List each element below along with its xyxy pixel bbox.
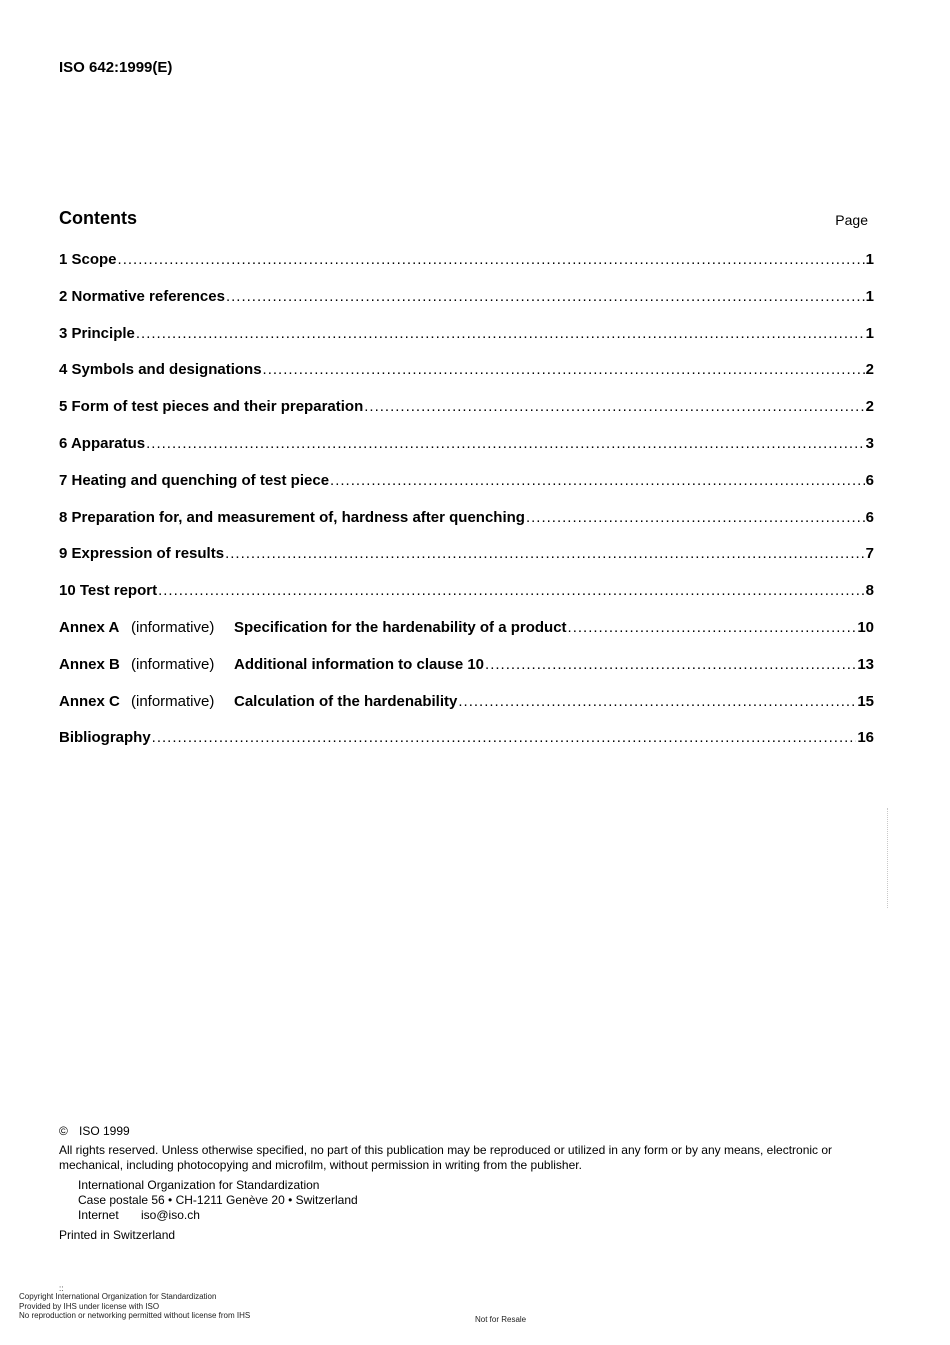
toc-entry-label: 3 Principle	[59, 324, 135, 342]
toc-entry-apparatus[interactable]	[59, 435, 874, 472]
annex-title: Additional information to clause 10	[234, 655, 485, 673]
toc-entry-page: 7	[865, 545, 874, 563]
internet-label: Internet	[78, 1208, 119, 1222]
publisher-address	[59, 1178, 879, 1223]
copyright-line	[59, 1124, 879, 1139]
toc-entry-page: 1	[865, 287, 874, 305]
dot-leader	[330, 472, 865, 489]
table-of-contents	[59, 251, 874, 766]
toc-entry-page: 16	[857, 729, 874, 747]
toc-entry-label: 4 Symbols and designations	[59, 361, 262, 379]
toc-entry-label: 10 Test report	[59, 582, 158, 600]
not-for-resale: Not for Resale	[475, 1315, 527, 1324]
footer-provided-by: Provided by IHS under license with ISO	[19, 1301, 160, 1311]
dot-leader	[526, 509, 865, 526]
toc-entry-annex-b[interactable]	[59, 656, 874, 693]
email-link[interactable]: iso@iso.ch	[141, 1208, 200, 1222]
document-id: ISO 642:1999(E)	[59, 59, 173, 76]
toc-entry-page: 1	[865, 324, 874, 342]
toc-entry-label: 6 Apparatus	[59, 434, 146, 452]
toc-entry-page: 6	[865, 471, 874, 489]
toc-entry-annex-c[interactable]	[59, 693, 874, 730]
toc-entry-principle[interactable]	[59, 325, 874, 362]
dot-leader	[225, 545, 865, 562]
copyright-symbol: ©	[59, 1124, 68, 1138]
toc-entry-page: 15	[857, 692, 874, 710]
toc-annex-label	[59, 693, 457, 710]
annex-title: Calculation of the hardenability	[234, 692, 458, 710]
toc-entry-label: 8 Preparation for, and measurement of, hardness after quenching	[59, 508, 525, 526]
toc-entry-page: 1	[865, 251, 874, 268]
annex-informative: (informative)	[131, 618, 215, 636]
toc-entry-page: 3	[865, 434, 874, 452]
footer-marker: ::	[59, 1284, 64, 1293]
toc-entry-scope[interactable]	[59, 251, 874, 288]
printed-in: Printed in Switzerland	[59, 1228, 176, 1242]
toc-annex-label	[59, 619, 567, 636]
dot-leader	[226, 288, 865, 305]
dot-leader	[118, 251, 865, 268]
license-footer	[19, 1286, 250, 1321]
postal-address: Case postale 56 • CH-1211 Genève 20 • Switzerland	[78, 1193, 358, 1207]
toc-entry-page: 8	[865, 582, 874, 600]
toc-entry-label: 5 Form of test pieces and their preparation	[59, 398, 364, 416]
contents-title: Contents	[59, 208, 137, 228]
dot-leader	[152, 729, 857, 746]
margin-mark	[887, 808, 890, 908]
toc-entry-test-report[interactable]	[59, 582, 874, 619]
dot-leader	[136, 325, 865, 342]
toc-entry-page: 6	[865, 508, 874, 526]
annex-name: Annex A	[59, 618, 120, 636]
toc-entry-label: 9 Expression of results	[59, 545, 225, 563]
annex-informative: (informative)	[131, 692, 215, 710]
toc-entry-expression-of-results[interactable]	[59, 545, 874, 582]
annex-name: Annex B	[59, 655, 120, 673]
dot-leader	[458, 693, 856, 710]
annex-title: Specification for the hardenability of a product	[234, 618, 567, 636]
copyright-holder: ISO 1999	[79, 1124, 130, 1138]
annex-informative: (informative)	[131, 655, 215, 673]
toc-entry-label: 1 Scope	[59, 251, 117, 268]
rights-statement: All rights reserved. Unless otherwise specified, no part of this publication may be reproduced or utilized in any form or by any means, electronic or mechanical, including photocopying and microfilm, without permission in writing from the publisher.	[59, 1143, 833, 1172]
dot-leader	[485, 656, 856, 673]
toc-entry-normative-references[interactable]	[59, 288, 874, 325]
publisher-name: International Organization for Standardization	[78, 1178, 320, 1192]
page-column-heading: Page	[835, 212, 868, 228]
toc-entry-label: 7 Heating and quenching of test piece	[59, 471, 330, 489]
toc-entry-bibliography[interactable]	[59, 729, 874, 766]
toc-annex-label	[59, 656, 484, 673]
internet-line	[78, 1208, 879, 1223]
toc-entry-annex-a[interactable]	[59, 619, 874, 656]
toc-entry-symbols[interactable]	[59, 361, 874, 398]
toc-entry-label: 2 Normative references	[59, 287, 225, 305]
toc-entry-page: 2	[865, 398, 874, 416]
toc-entry-page: 2	[865, 361, 874, 379]
annex-name: Annex C	[59, 692, 120, 710]
toc-entry-page: 13	[857, 655, 874, 673]
footer-no-reproduction: No reproduction or networking permitted without license from IHS	[19, 1311, 251, 1320]
toc-entry-heating-quenching[interactable]	[59, 472, 874, 509]
dot-leader	[146, 435, 865, 452]
footer-copyright: Copyright International Organization for Standardization	[19, 1292, 217, 1301]
dot-leader	[568, 619, 857, 636]
copyright-block	[59, 1124, 879, 1243]
toc-entry-hardness-measurement[interactable]	[59, 509, 874, 546]
toc-entry-test-pieces[interactable]	[59, 398, 874, 435]
toc-entry-page: 10	[857, 618, 874, 636]
dot-leader	[364, 398, 864, 415]
dot-leader	[263, 361, 865, 378]
toc-entry-label: Bibliography	[59, 729, 151, 747]
dot-leader	[158, 582, 865, 599]
